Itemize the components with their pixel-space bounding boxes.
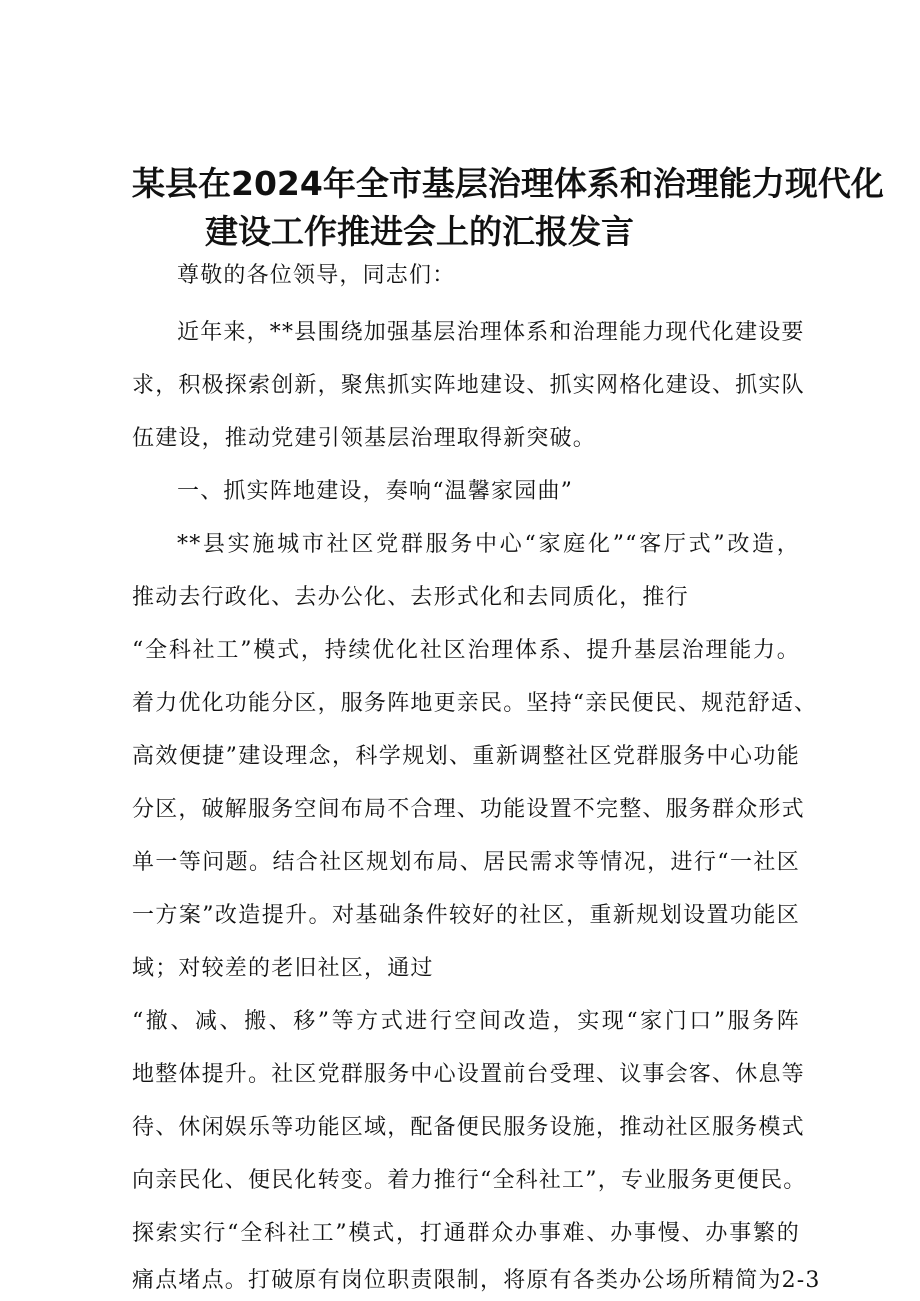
paragraph-line: 地整体提升。社区党群服务中心设置前台受理、议事会客、休息等	[132, 1062, 805, 1087]
paragraph-line: **县实施城市社区党群服务中心“家庭化”“客厅式”改造，	[177, 532, 800, 557]
document-title-line-1: 某县在2024年全市基层治理体系和治理能力现代化	[132, 164, 884, 203]
paragraph-line: 探索实行“全科社工”模式，打通群众办事难、办事慢、办事繁的	[132, 1221, 800, 1246]
paragraph-line: 待、休闲娱乐等功能区域，配备便民服务设施，推动社区服务模式	[132, 1115, 805, 1140]
paragraph-line: 着力优化功能分区，服务阵地更亲民。坚持“亲民便民、规范舒适、	[132, 691, 818, 716]
section-heading: 一、抓实阵地建设，奏响“温馨家园曲”	[177, 479, 574, 504]
document-title-line-2: 建设工作推进会上的汇报发言	[205, 212, 634, 251]
paragraph-line: 域；对较差的老旧社区，通过	[132, 956, 434, 981]
paragraph-line: “全科社工”模式，持续优化社区治理体系、提升基层治理能力。	[132, 638, 800, 663]
paragraph-line: 推动去行政化、去办公化、去形式化和去同质化，推行	[132, 585, 689, 610]
paragraph-line: 伍建设，推动党建引领基层治理取得新突破。	[132, 426, 597, 451]
paragraph-line: 向亲民化、便民化转变。着力推行“全科社工”，专业服务更便民。	[132, 1168, 807, 1193]
paragraph-line: 单一等问题。结合社区规划布局、居民需求等情况，进行“一社区	[132, 850, 800, 875]
paragraph-line: “撤、减、搬、移”等方式进行空间改造，实现“家门口”服务阵	[132, 1009, 800, 1034]
paragraph-line: 一方案”改造提升。对基础条件较好的社区，重新规划设置功能区	[132, 903, 800, 928]
paragraph-line: 高效便捷”建设理念，科学规划、重新调整社区党群服务中心功能	[132, 744, 800, 769]
paragraph-line: 分区，破解服务空间布局不合理、功能设置不完整、服务群众形式	[132, 797, 805, 822]
paragraph-line: 近年来，**县围绕加强基层治理体系和治理能力现代化建设要	[177, 320, 805, 345]
paragraph-line: 痛点堵点。打破原有岗位职责限制，将原有各类办公场所精简为2-3	[132, 1268, 821, 1293]
salutation: 尊敬的各位领导，同志们：	[177, 263, 456, 288]
paragraph-line: 求，积极探索创新，聚焦抓实阵地建设、抓实网格化建设、抓实队	[132, 373, 805, 398]
